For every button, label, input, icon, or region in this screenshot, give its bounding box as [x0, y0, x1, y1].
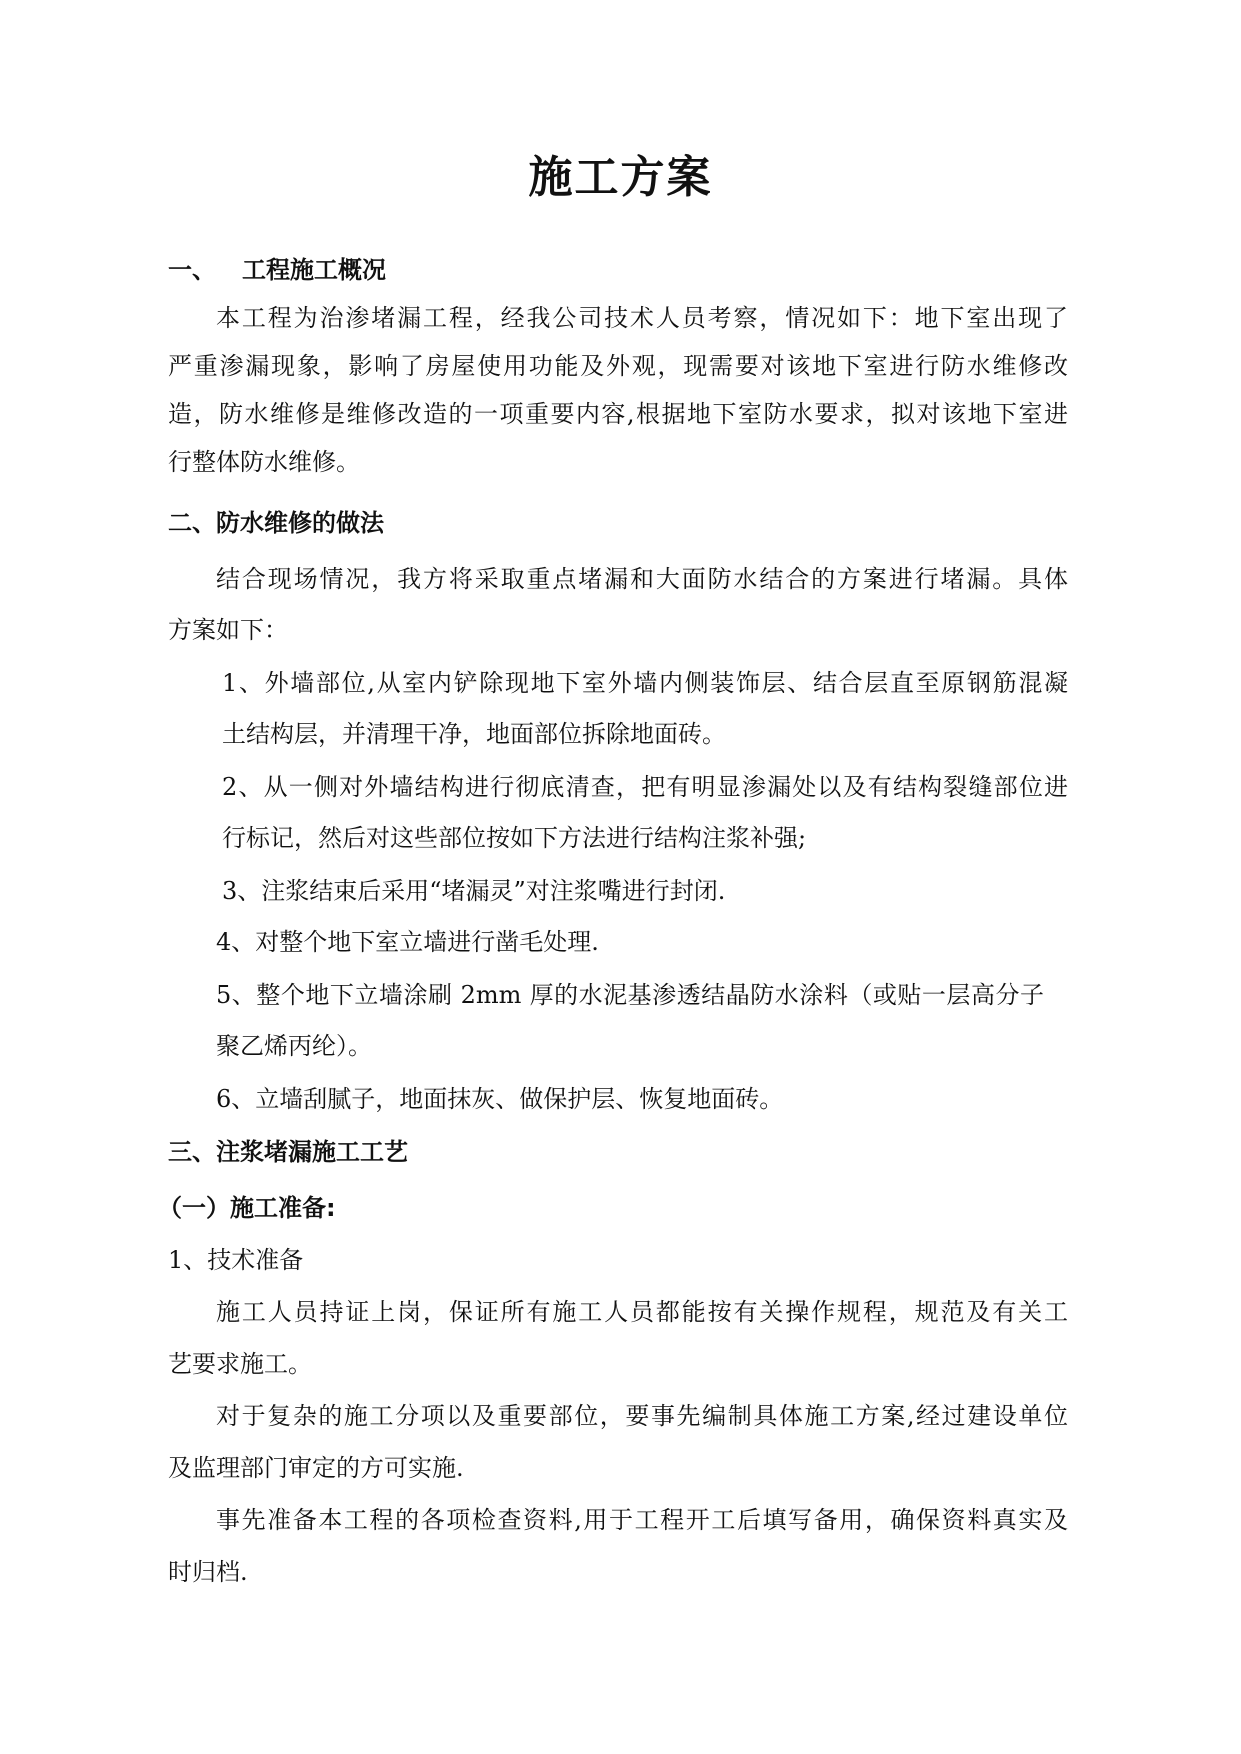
document-title: 施工方案	[528, 152, 713, 203]
list-item-continuation: 土结构层，并清理干净，地面部位拆除地面砖。	[222, 720, 726, 748]
list-item: 1、外墙部位,从室内铲除现地下室外墙内侧装饰层、结合层直至原钢筋混凝	[222, 669, 1068, 697]
paragraph-line: 时归档.	[168, 1558, 248, 1586]
list-item-continuation: 聚乙烯丙纶）。	[216, 1032, 372, 1060]
paragraph-line: 事先准备本工程的各项检查资料,用于工程开工后填写备用，确保资料真实及	[216, 1506, 1068, 1534]
section-1-title: 工程施工概况	[242, 256, 386, 284]
section-1-heading	[168, 250, 1068, 290]
list-item-continuation: 行标记，然后对这些部位按如下方法进行结构注浆补强;	[222, 824, 807, 852]
section-1-number: 一、	[168, 256, 216, 284]
paragraph-line: 行整体防水维修。	[168, 448, 360, 476]
sub-item-heading: 1、技术准备	[168, 1246, 304, 1274]
paragraph-line: 本工程为治渗堵漏工程，经我公司技术人员考察，情况如下：地下室出现了	[216, 304, 1068, 332]
list-item: 6、立墙刮腻子，地面抹灰、做保护层、恢复地面砖。	[216, 1085, 784, 1113]
paragraph-line: 造，防水维修是维修改造的一项重要内容,根据地下室防水要求，拟对该地下室进	[168, 400, 1068, 428]
list-item: 2、从一侧对外墙结构进行彻底清查，把有明显渗漏处以及有结构裂缝部位进	[222, 773, 1068, 801]
paragraph-line: 方案如下：	[168, 616, 288, 644]
paragraph-line: 对于复杂的施工分项以及重要部位，要事先编制具体施工方案,经过建设单位	[216, 1402, 1068, 1430]
subsection-heading: （一）施工准备:	[158, 1194, 336, 1222]
section-2-heading: 二、防水维修的做法	[168, 509, 384, 537]
list-item: 3、注浆结束后采用“堵漏灵”对注浆嘴进行封闭.	[222, 877, 726, 905]
paragraph-line: 施工人员持证上岗，保证所有施工人员都能按有关操作规程，规范及有关工	[216, 1298, 1068, 1326]
paragraph-line: 严重渗漏现象，影响了房屋使用功能及外观，现需要对该地下室进行防水维修改	[168, 352, 1068, 380]
list-item: 5、整个地下立墙涂刷 2mm 厚的水泥基渗透结晶防水涂料（或贴一层高分子	[216, 981, 1044, 1009]
list-item: 4、对整个地下室立墙进行凿毛处理.	[216, 928, 599, 956]
paragraph-line: 及监理部门审定的方可实施.	[168, 1454, 464, 1482]
section-3-heading: 三、注浆堵漏施工工艺	[168, 1138, 408, 1166]
paragraph-line: 结合现场情况，我方将采取重点堵漏和大面防水结合的方案进行堵漏。具体	[216, 565, 1068, 593]
paragraph-line: 艺要求施工。	[168, 1350, 312, 1378]
